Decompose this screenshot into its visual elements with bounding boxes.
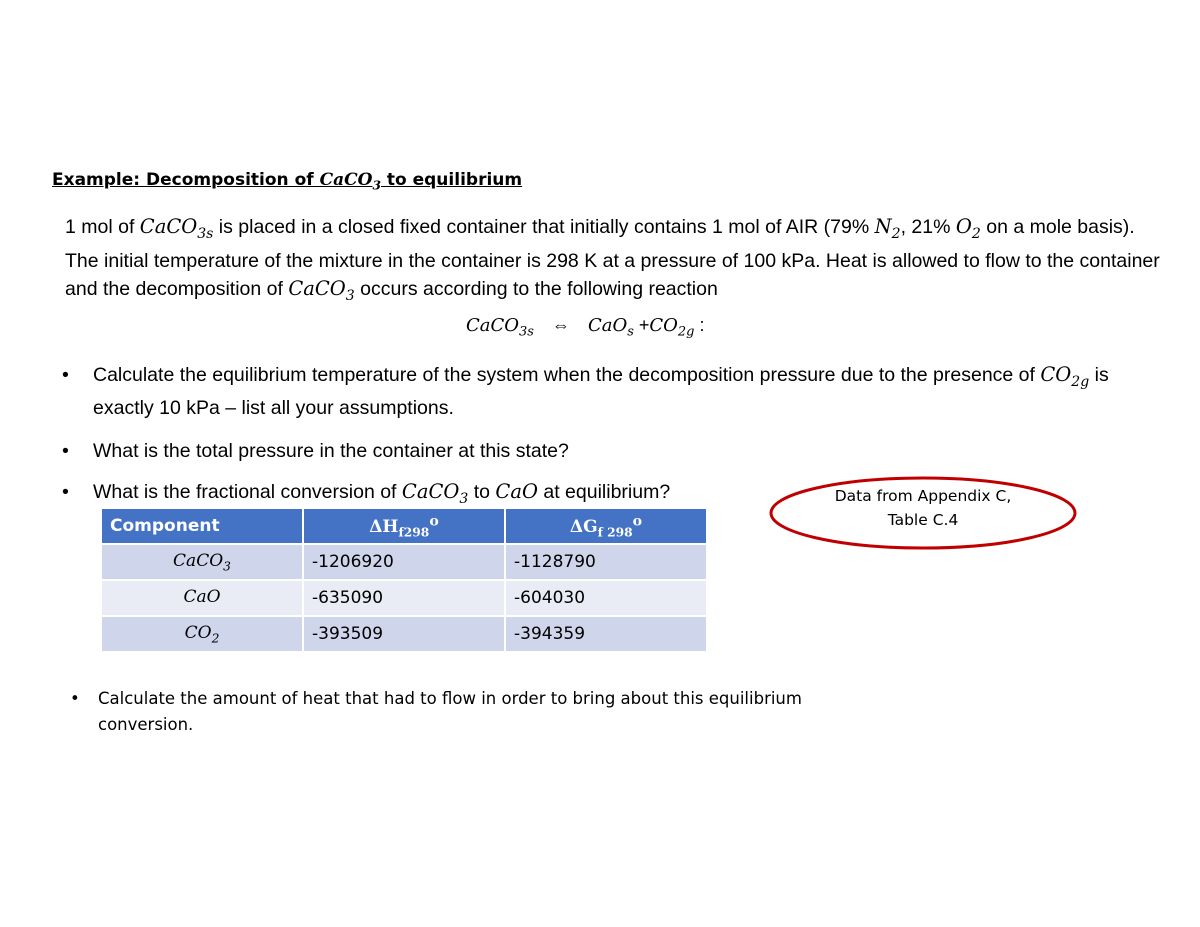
- row-enthalpy: -1206920: [303, 544, 505, 580]
- row-component-name: $CO_2$: [101, 616, 303, 652]
- callout-text: [768, 484, 1078, 532]
- callout-line-2: Table C.4: [887, 511, 959, 529]
- formula-caco3: CaCO$_3$: [288, 276, 355, 304]
- row-enthalpy: -635090: [303, 580, 505, 616]
- bullet-fractional-conversion: • What is the fractional conversion of CaCO$_3$ to CaO at equilibrium?: [62, 479, 1112, 512]
- row-gibbs: -604030: [505, 580, 707, 616]
- title-prefix: Example: Decomposition of: [52, 170, 320, 190]
- row-gibbs: -1128790: [505, 544, 707, 580]
- formula-n2: $N_2$: [874, 215, 901, 242]
- reaction-equation: CaCO$_{3s}$ ⇔ $CaO_s +CO_{2g}$ :: [466, 315, 705, 340]
- row-gibbs: -394359: [505, 616, 707, 652]
- header-component: Component: [101, 508, 303, 544]
- table-row: [101, 580, 707, 616]
- header-enthalpy: $\Delta H_{f298}^o$: [303, 508, 505, 544]
- bullet-equilibrium-temperature: • Calculate the equilibrium temperature of the system when the decomposition pressure due to the presence of $CO_{2g}$ is exactly 10 kPa – list all your assumptions.: [62, 362, 1112, 421]
- equilibrium-arrow: ⇔: [551, 315, 570, 335]
- callout-line-1: Data from Appendix C,: [834, 487, 1012, 505]
- problem-statement: 1 mol of CaCO$_{3s}$ is placed in a closed fixed container that initially contains 1 mol of AIR (79% $N_2$, 21% $O_2$ on a mole basis). The initial temperature of the mixture in the container is 298 K at a pressure of 100 kPa. Heat is allowed to flow to the container and the decomposition of CaCO$_3$ occurs according to the following reaction: [65, 215, 1160, 304]
- bullet-heat-flow: • Calculate the amount of heat that had to flow in order to bring about this equilibrium conversion.: [70, 689, 802, 734]
- title-formula: CaCO$_3$: [319, 170, 381, 193]
- header-gibbs: $\Delta G_{f 298}^o$: [505, 508, 707, 544]
- thermo-data-table: [100, 507, 708, 653]
- formula-caco3s: CaCO$_{3s}$: [139, 215, 214, 242]
- table-header-row: [101, 508, 707, 544]
- row-component-name: CaCO$_3$: [101, 544, 303, 580]
- table-row: [101, 544, 707, 580]
- row-enthalpy: -393509: [303, 616, 505, 652]
- table-row: [101, 616, 707, 652]
- bullet-total-pressure: • What is the total pressure in the container at this state?: [62, 438, 1112, 464]
- formula-o2: $O_2$: [955, 215, 981, 242]
- row-component-name: CaO: [101, 580, 303, 616]
- example-title: [52, 170, 522, 192]
- title-suffix: to equilibrium: [380, 170, 523, 190]
